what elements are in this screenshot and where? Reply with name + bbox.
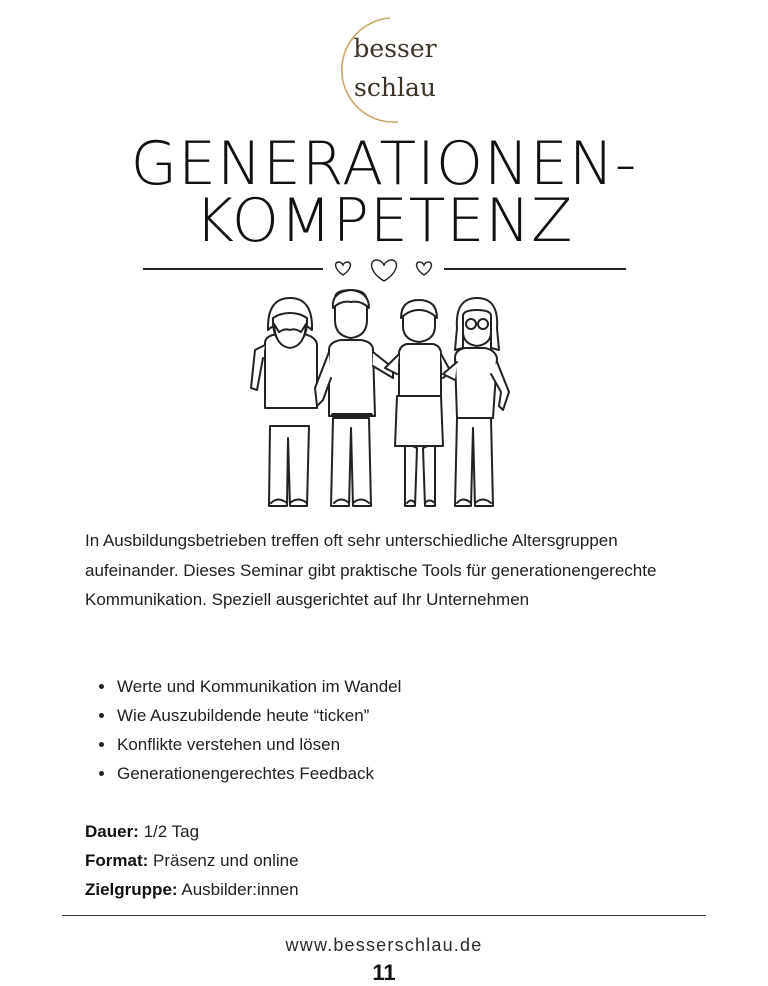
intro-paragraph: In Ausbildungsbetrieben treffen oft sehr unterschiedliche Altersgruppen aufeinander. Dieses Seminar gibt praktische Tools für generationengerechte Kommunikation. Speziell ausgerichtet auf Ihr Unternehmen — [85, 531, 657, 609]
list-item: Konflikte verstehen und lösen — [98, 730, 401, 759]
person-woman-skirt-icon — [385, 300, 451, 506]
topics-list — [98, 672, 401, 788]
page-title-line-1: GENERATIONEN- — [130, 129, 638, 199]
website-url[interactable]: www.besserschlau.de — [285, 935, 483, 955]
page-title-line-2: KOMPETENZ — [194, 186, 574, 256]
footer-rule — [62, 915, 706, 916]
page-number: 11 — [372, 960, 396, 985]
brand-logo — [318, 14, 454, 126]
person-young-man-icon — [315, 290, 393, 506]
divider-left — [143, 268, 323, 270]
hearts-icon — [330, 255, 438, 283]
fact-audience — [85, 875, 299, 904]
fact-value: 1/2 Tag — [143, 822, 200, 841]
logo-word-1: besser — [353, 34, 437, 63]
fact-label: Format: — [85, 851, 149, 870]
logo-word-2: schlau — [354, 73, 436, 102]
fact-value: Ausbilder:innen — [181, 880, 299, 899]
logo-ring-icon — [318, 14, 454, 126]
fact-duration — [85, 817, 299, 846]
fact-label: Zielgruppe: — [85, 880, 178, 899]
list-item: Wie Auszubildende heute “ticken” — [98, 701, 401, 730]
fact-label: Dauer: — [85, 822, 139, 841]
list-item: Generationengerechtes Feedback — [98, 759, 401, 788]
fact-value: Präsenz und online — [153, 851, 299, 870]
person-woman-glasses-icon — [443, 298, 509, 506]
list-item: Werte und Kommunikation im Wandel — [98, 672, 401, 701]
divider-right — [444, 268, 626, 270]
people-group-illustration — [245, 288, 525, 513]
fact-format — [85, 846, 299, 875]
person-bearded-man-icon — [251, 298, 317, 506]
seminar-facts — [85, 817, 299, 904]
